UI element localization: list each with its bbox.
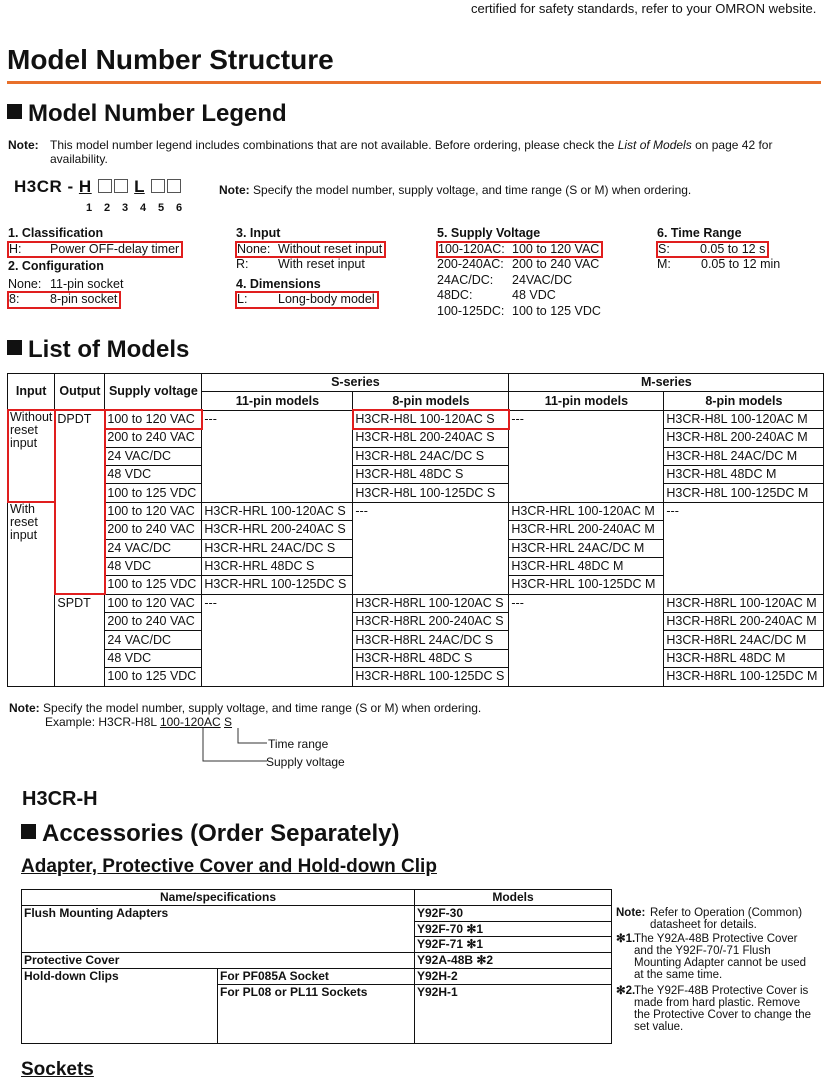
code: 48DC: bbox=[437, 288, 473, 302]
supply-item bbox=[437, 257, 647, 273]
models-heading-text: List of Models bbox=[28, 336, 190, 363]
page-title: Model Number Structure bbox=[7, 44, 334, 75]
product-heading: H3CR-H bbox=[22, 788, 98, 810]
cell-cover: Protective Cover bbox=[22, 953, 415, 969]
specify-note bbox=[219, 183, 691, 197]
cell-model: H3CR-HRL 24AC/DC M bbox=[509, 539, 664, 557]
cell-voltage: 100 to 125 VDC bbox=[105, 484, 202, 502]
cell-model: H3CR-HRL 200-240AC S bbox=[202, 521, 353, 539]
cell-model: H3CR-H8L 24AC/DC S bbox=[353, 447, 509, 465]
code: L: bbox=[237, 292, 248, 306]
desc: 8-pin socket bbox=[50, 292, 118, 306]
cell-voltage: 100 to 120 VAC bbox=[105, 410, 202, 428]
note-text2: on page 42 for availability. bbox=[50, 138, 773, 166]
dimensions-l bbox=[236, 292, 378, 308]
cell-model: H3CR-HRL 200-240AC M bbox=[509, 521, 664, 539]
cell-model: H3CR-HRL 100-120AC S bbox=[202, 502, 353, 520]
supply-item bbox=[437, 242, 602, 258]
note-label: ✻2. bbox=[616, 985, 636, 997]
classification-h bbox=[8, 242, 182, 258]
model-prefix: H3CR - bbox=[14, 177, 74, 196]
accessories-heading-text: Accessories (Order Separately) bbox=[42, 820, 400, 847]
cell-model: H3CR-H8RL 200-240AC M bbox=[664, 613, 824, 631]
time-range-label: Time range bbox=[268, 737, 329, 751]
header-s-11pin: 11-pin models bbox=[202, 392, 353, 410]
specify-label: Note: bbox=[219, 183, 250, 197]
example-voltage: 100-120AC bbox=[159, 715, 221, 729]
cell-model: H3CR-H8L 200-240AC M bbox=[664, 429, 824, 447]
sockets-heading: Sockets bbox=[21, 1059, 94, 1080]
accessories-subheading: Adapter, Protective Cover and Hold-down Clip bbox=[21, 856, 437, 877]
cell-voltage: 200 to 240 VAC bbox=[105, 429, 202, 447]
dimensions-title: 4. Dimensions bbox=[236, 276, 321, 291]
cell-clips: Hold-down Clips bbox=[22, 968, 218, 1043]
header-m-8pin: 8-pin models bbox=[664, 392, 824, 410]
desc: Long-body model bbox=[278, 292, 375, 306]
configuration-8 bbox=[8, 292, 120, 308]
cell-model: Y92A-48B ✻2 bbox=[415, 953, 612, 969]
cell-model: H3CR-HRL 48DC S bbox=[202, 557, 353, 575]
note-label: Note: bbox=[9, 701, 40, 715]
code: H: bbox=[9, 241, 22, 256]
time-block bbox=[657, 226, 822, 273]
cell-model: H3CR-HRL 100-125DC S bbox=[202, 576, 353, 594]
desc: Power OFF-delay timer bbox=[50, 241, 180, 256]
cell-model: H3CR-H8L 24AC/DC M bbox=[664, 447, 824, 465]
cell-model: H3CR-HRL 100-120AC M bbox=[509, 502, 664, 520]
time-title: 6. Time Range bbox=[657, 226, 742, 240]
header-m-series: M-series bbox=[509, 374, 824, 392]
model-code bbox=[14, 177, 182, 197]
acc-note-1 bbox=[616, 933, 816, 981]
configuration-title: 2. Configuration bbox=[8, 259, 104, 273]
input-block bbox=[236, 226, 436, 308]
legend-heading-text: Model Number Legend bbox=[28, 100, 287, 127]
supply-title: 5. Supply Voltage bbox=[437, 226, 541, 240]
code: None: bbox=[237, 241, 271, 256]
cell-model: H3CR-H8RL 200-240AC S bbox=[353, 613, 509, 631]
cell-model: Y92F-30 bbox=[415, 905, 612, 921]
digit: 2 bbox=[104, 202, 111, 214]
cell-voltage: 100 to 120 VAC bbox=[105, 594, 202, 612]
supply-voltage-label: Supply voltage bbox=[266, 755, 345, 769]
note-italic: List of Models bbox=[617, 138, 692, 152]
cell-voltage: 48 VDC bbox=[105, 465, 202, 483]
cell-model: H3CR-HRL 24AC/DC S bbox=[202, 539, 353, 557]
code: None: bbox=[8, 276, 42, 291]
header-s-8pin: 8-pin models bbox=[353, 392, 509, 410]
cell-dash: --- bbox=[664, 502, 824, 594]
cell-model: H3CR-H8L 100-125DC M bbox=[664, 484, 824, 502]
cell-spec: For PL08 or PL11 Sockets bbox=[218, 984, 415, 1043]
example-callout-lines bbox=[195, 728, 275, 768]
cell-dash: --- bbox=[202, 410, 353, 502]
position-numbers bbox=[86, 202, 206, 216]
top-note-line: certified for safety standards, refer to your OMRON website. bbox=[471, 1, 817, 16]
header-s-series: S-series bbox=[202, 374, 509, 392]
input-r bbox=[236, 257, 436, 273]
cell-dash: --- bbox=[509, 594, 664, 686]
digit: 3 bbox=[122, 202, 129, 214]
title-rule bbox=[7, 81, 821, 84]
cell-model: H3CR-H8L 100-125DC S bbox=[353, 484, 509, 502]
desc: 100 to 125 VDC bbox=[512, 303, 601, 318]
blank-box bbox=[114, 179, 128, 193]
supply-block bbox=[437, 226, 647, 319]
cell-model: H3CR-H8RL 100-125DC M bbox=[664, 668, 824, 686]
square-bullet-icon bbox=[7, 340, 22, 355]
desc: Without reset input bbox=[278, 241, 383, 256]
header-output: Output bbox=[55, 374, 105, 411]
desc: 24VAC/DC bbox=[512, 272, 573, 287]
blank-box bbox=[98, 179, 112, 193]
input-none bbox=[236, 242, 385, 258]
cell-model: H3CR-H8RL 24AC/DC M bbox=[664, 631, 824, 649]
cell-dpdt: DPDT bbox=[55, 410, 105, 594]
square-bullet-icon bbox=[7, 104, 22, 119]
cell-model: H3CR-H8L 48DC M bbox=[664, 465, 824, 483]
cell-model: H3CR-H8RL 48DC M bbox=[664, 649, 824, 667]
cell-voltage: 24 VAC/DC bbox=[105, 631, 202, 649]
cell-dash: --- bbox=[202, 594, 353, 686]
time-s bbox=[657, 242, 768, 258]
digit: 6 bbox=[176, 202, 183, 214]
accessories-notes bbox=[616, 907, 816, 1033]
models-heading bbox=[7, 336, 189, 364]
cell-flush: Flush Mounting Adapters bbox=[22, 905, 415, 952]
example-line bbox=[45, 715, 232, 729]
example-time: S bbox=[224, 715, 233, 729]
cell-model: H3CR-H8L 100-120AC S bbox=[353, 410, 509, 428]
cell-model: H3CR-HRL 100-125DC M bbox=[509, 576, 664, 594]
cell-voltage: 48 VDC bbox=[105, 649, 202, 667]
digit: 5 bbox=[158, 202, 165, 214]
supply-item bbox=[437, 304, 647, 320]
desc: 0.05 to 12 min bbox=[701, 257, 781, 271]
models-table-wrap bbox=[7, 373, 824, 687]
cell-voltage: 200 to 240 VAC bbox=[105, 521, 202, 539]
desc: 48 VDC bbox=[512, 288, 556, 302]
cell-voltage: 24 VAC/DC bbox=[105, 447, 202, 465]
cell-voltage: 100 to 125 VDC bbox=[105, 668, 202, 686]
cell-dash: --- bbox=[353, 502, 509, 594]
note-text: Specify the model number, supply voltage, and time range (S or M) when ordering. bbox=[43, 701, 482, 715]
acc-note bbox=[616, 907, 816, 931]
code: M: bbox=[657, 257, 671, 271]
acc-note-2 bbox=[616, 985, 816, 1033]
header-input: Input bbox=[8, 374, 55, 411]
example-label: Example: H3CR-H8L bbox=[45, 715, 157, 729]
supply-item bbox=[437, 288, 647, 304]
header-name: Name/specifications bbox=[22, 890, 415, 906]
square-bullet-icon bbox=[21, 824, 36, 839]
header-supply: Supply voltage bbox=[105, 374, 202, 411]
code: R: bbox=[236, 257, 249, 271]
desc: 0.05 to 12 s bbox=[700, 241, 766, 256]
note-text: This model number legend includes combinations that are not available. Before ordering, please check the bbox=[50, 138, 615, 152]
blank-box bbox=[151, 179, 165, 193]
cell-voltage: 24 VAC/DC bbox=[105, 539, 202, 557]
cell-model: H3CR-H8RL 24AC/DC S bbox=[353, 631, 509, 649]
cell-dash: --- bbox=[509, 410, 664, 502]
cell-voltage: 48 VDC bbox=[105, 557, 202, 575]
cell-spdt: SPDT bbox=[55, 594, 105, 686]
cell-model: H3CR-H8L 100-120AC M bbox=[664, 410, 824, 428]
time-m bbox=[657, 257, 822, 273]
code: 100-125DC: bbox=[437, 303, 505, 318]
header-models: Models bbox=[415, 890, 612, 906]
desc: With reset input bbox=[278, 257, 365, 271]
note-label: Note: bbox=[8, 138, 39, 152]
top-note bbox=[471, 0, 821, 16]
legend-heading bbox=[7, 100, 287, 128]
supply-item bbox=[437, 273, 647, 289]
cell-voltage: 100 to 125 VDC bbox=[105, 576, 202, 594]
header-m-11pin: 11-pin models bbox=[509, 392, 664, 410]
desc: 11-pin socket bbox=[50, 276, 124, 291]
note-text: The Y92F-48B Protective Cover is made from hard plastic. Remove the Protective Cover to change the set value. bbox=[634, 985, 812, 1033]
accessories-table bbox=[21, 889, 612, 1044]
code: 100-120AC: bbox=[438, 241, 505, 256]
classification-block bbox=[8, 226, 228, 308]
note-label: Note: bbox=[616, 907, 646, 919]
cell-voltage: 100 to 120 VAC bbox=[105, 502, 202, 520]
models-table bbox=[7, 373, 824, 687]
accessories-table-wrap bbox=[21, 889, 612, 1044]
input-title: 3. Input bbox=[236, 226, 281, 240]
cell-spec: For PF085A Socket bbox=[218, 968, 415, 984]
model-h: H bbox=[78, 177, 92, 196]
cell-model: H3CR-H8RL 100-120AC M bbox=[664, 594, 824, 612]
cell-model: Y92F-71 ✻1 bbox=[415, 937, 612, 953]
cell-model: H3CR-H8L 200-240AC S bbox=[353, 429, 509, 447]
code: 200-240AC: bbox=[437, 257, 504, 271]
note-text: The Y92A-48B Protective Cover and the Y92F-70/-71 Flush Mounting Adapter cannot be used at the same time. bbox=[634, 933, 806, 981]
desc: 100 to 120 VAC bbox=[512, 241, 600, 256]
legend-note bbox=[8, 138, 818, 166]
blank-box bbox=[167, 179, 181, 193]
note-label: ✻1. bbox=[616, 933, 636, 945]
cell-model: Y92H-2 bbox=[415, 968, 612, 984]
note-text: Refer to Operation (Common) datasheet for details. bbox=[650, 907, 803, 931]
cell-model: H3CR-H8RL 48DC S bbox=[353, 649, 509, 667]
specify-text: Specify the model number, supply voltage, and time range (S or M) when ordering. bbox=[253, 183, 692, 197]
desc: 200 to 240 VAC bbox=[512, 257, 600, 271]
cell-model: H3CR-H8L 48DC S bbox=[353, 465, 509, 483]
cell-with-reset: With reset input bbox=[8, 502, 55, 686]
cell-model: Y92F-70 ✻1 bbox=[415, 921, 612, 937]
configuration-none bbox=[8, 277, 228, 293]
code: S: bbox=[658, 241, 670, 256]
code: 24AC/DC: bbox=[437, 272, 494, 287]
model-l: L bbox=[134, 177, 145, 196]
accessories-heading bbox=[21, 820, 400, 848]
digit: 1 bbox=[86, 202, 93, 214]
cell-without-reset: Without reset input bbox=[8, 410, 55, 502]
cell-model: Y92H-1 bbox=[415, 984, 612, 1043]
cell-voltage: 200 to 240 VAC bbox=[105, 613, 202, 631]
models-note bbox=[9, 701, 481, 715]
classification-title: 1. Classification bbox=[8, 226, 104, 240]
cell-model: H3CR-H8RL 100-125DC S bbox=[353, 668, 509, 686]
digit: 4 bbox=[140, 202, 147, 214]
cell-model: H3CR-H8RL 100-120AC S bbox=[353, 594, 509, 612]
code: 8: bbox=[9, 292, 20, 306]
cell-model: H3CR-HRL 48DC M bbox=[509, 557, 664, 575]
